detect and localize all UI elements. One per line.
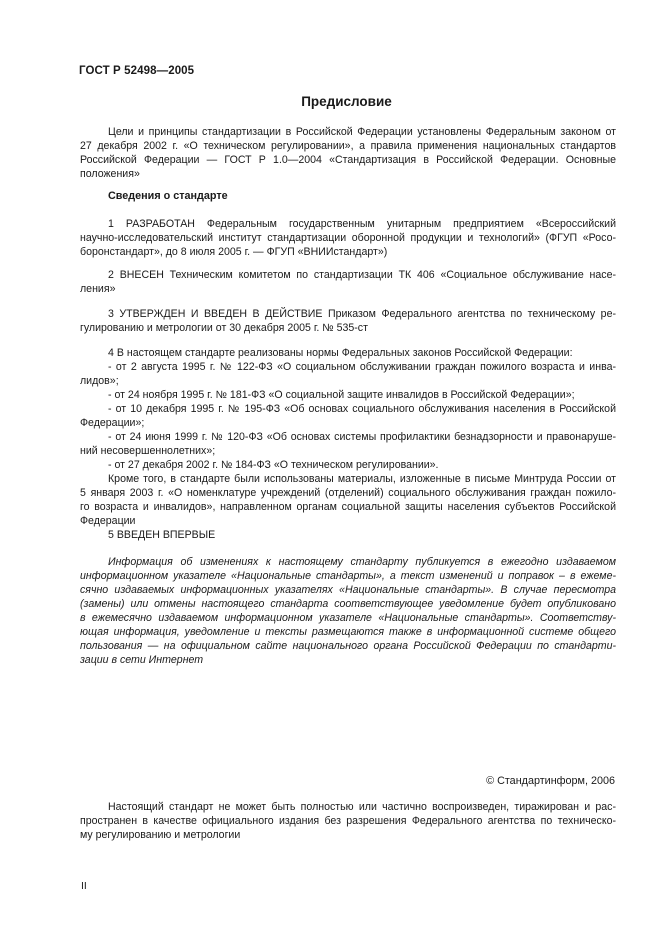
document-code: ГОСТ Р 52498—2005 [79, 65, 195, 77]
item-3-line: 3 УТВЕРЖДЕН И ВВЕДЕН В ДЕЙСТВИЕ Приказом Федерального агентства по техническому ре- [108, 308, 616, 320]
change-notice-line: (замены) или отмены настоящего стандарта соответствующее уведомление будет опубликовано [80, 598, 616, 610]
intro-line: 27 декабря 2002 г. «О техническом регулировании», а правила применения национальных стандартов [80, 140, 616, 152]
change-notice-line: информационном указателе «Национальные стандарты», а текст изменений и поправок – в ежеме- [80, 570, 616, 582]
item-1-developed [80, 217, 616, 259]
change-notice-line: ющая информация, уведомление и тексты размещаются также в информационной системе общего [80, 626, 616, 638]
intro-paragraph [80, 125, 616, 181]
change-notice-line: зации в сети Интернет [80, 654, 204, 666]
page-title: Предисловие [301, 94, 392, 109]
item-3-approved [80, 307, 616, 335]
change-notice-line: в ежемесячно издаваемом информационном указателе «Национальные стандарты». Соответству- [80, 612, 616, 624]
standard-info-heading: Сведения о стандарте [108, 190, 228, 202]
change-notice-paragraph [80, 555, 616, 667]
change-notice-line: сячно издаваемых информационных указателях «Национальные стандарты». В случае пересмотра [80, 584, 616, 596]
item-4-line: 4 В настоящем стандарте реализованы нормы Федеральных законов Российской Федерации: [108, 347, 573, 359]
item-4-line: - от 2 августа 1995 г. № 122-ФЗ «О социальном обслуживании граждан пожилого возраста и инва- [108, 361, 616, 373]
copyright-notice: © Стандартинформ, 2006 [486, 775, 615, 787]
item-4-line: - от 10 декабря 1995 г. № 195-ФЗ «Об основах социального обслуживания населения в Российской [108, 403, 616, 415]
intro-line: Российской Федерации — ГОСТ Р 1.0—2004 «Стандартизация в Российской Федерации. Основные [80, 154, 616, 166]
item-3-line: гулированию и метрологии от 30 декабря 2005 г. № 535-ст [80, 322, 368, 334]
reproduction-line: му регулированию и метрологии [80, 829, 241, 841]
item-1-line: боронстандарт», до 8 июля 2005 г. — ФГУП «ВНИИстандарт») [80, 246, 388, 258]
item-4-line: Кроме того, в стандарте были использованы материалы, изложенные в письме Минтруда России от [108, 473, 616, 485]
item-2-line: 2 ВНЕСЕН Техническим комитетом по стандартизации ТК 406 «Социальное обслуживание насе- [108, 269, 616, 281]
item-4-line: го возраста и инвалидов», направленном органам социальной защиты населения субъектов Российской [80, 501, 616, 513]
item-2-line: ления» [80, 283, 116, 295]
item-4-line: - от 24 ноября 1995 г. № 181-ФЗ «О социальной защите инвалидов в Российской Федерации»; [108, 389, 575, 401]
reproduction-notice-paragraph [80, 800, 616, 842]
intro-line: Цели и принципы стандартизации в Российской Федерации установлены Федеральным законом от [108, 126, 616, 138]
item-4-line: Федерации [80, 515, 136, 527]
item-4-line: - от 24 июня 1999 г. № 120-ФЗ «Об основах системы профилактики безнадзорности и правонаруше- [108, 431, 616, 443]
reproduction-line: Настоящий стандарт не может быть полностью или частично воспроизведен, тиражирован и рас- [108, 801, 616, 813]
item-4-line: лидов»; [80, 375, 119, 387]
reproduction-line: пространен в качестве официального издания без разрешения Федерального агентства по техническо- [80, 815, 616, 827]
item-4-federal-laws [80, 346, 616, 528]
page-number: II [81, 880, 87, 892]
item-4-line: 5 января 2003 г. «О номенклатуре учреждений (отделений) социального обслуживания граждан пожило- [80, 487, 616, 499]
item-1-line: 1 РАЗРАБОТАН Федеральным государственным унитарным предприятием «Всероссийский [108, 218, 616, 230]
item-4-line: - от 27 декабря 2002 г. № 184-ФЗ «О техническом регулировании». [108, 459, 439, 471]
item-1-line: научно-исследовательский институт стандартизации оборонной продукции и технологий» (ФГУП «Росо- [80, 232, 616, 244]
item-5-line: 5 ВВЕДЕН ВПЕРВЫЕ [108, 529, 216, 541]
change-notice-line: пользования — на официальном сайте национального органа Российской Федерации по стандарти- [80, 640, 616, 652]
item-4-line: ний несовершеннолетних»; [80, 445, 216, 457]
intro-line: положения» [80, 168, 140, 180]
item-5-first-introduced [80, 528, 616, 542]
item-4-line: Федерации»; [80, 417, 145, 429]
item-2-submitted [80, 268, 616, 296]
change-notice-line: Информация об изменениях к настоящему стандарту публикуется в ежегодно издаваемом [108, 556, 616, 568]
